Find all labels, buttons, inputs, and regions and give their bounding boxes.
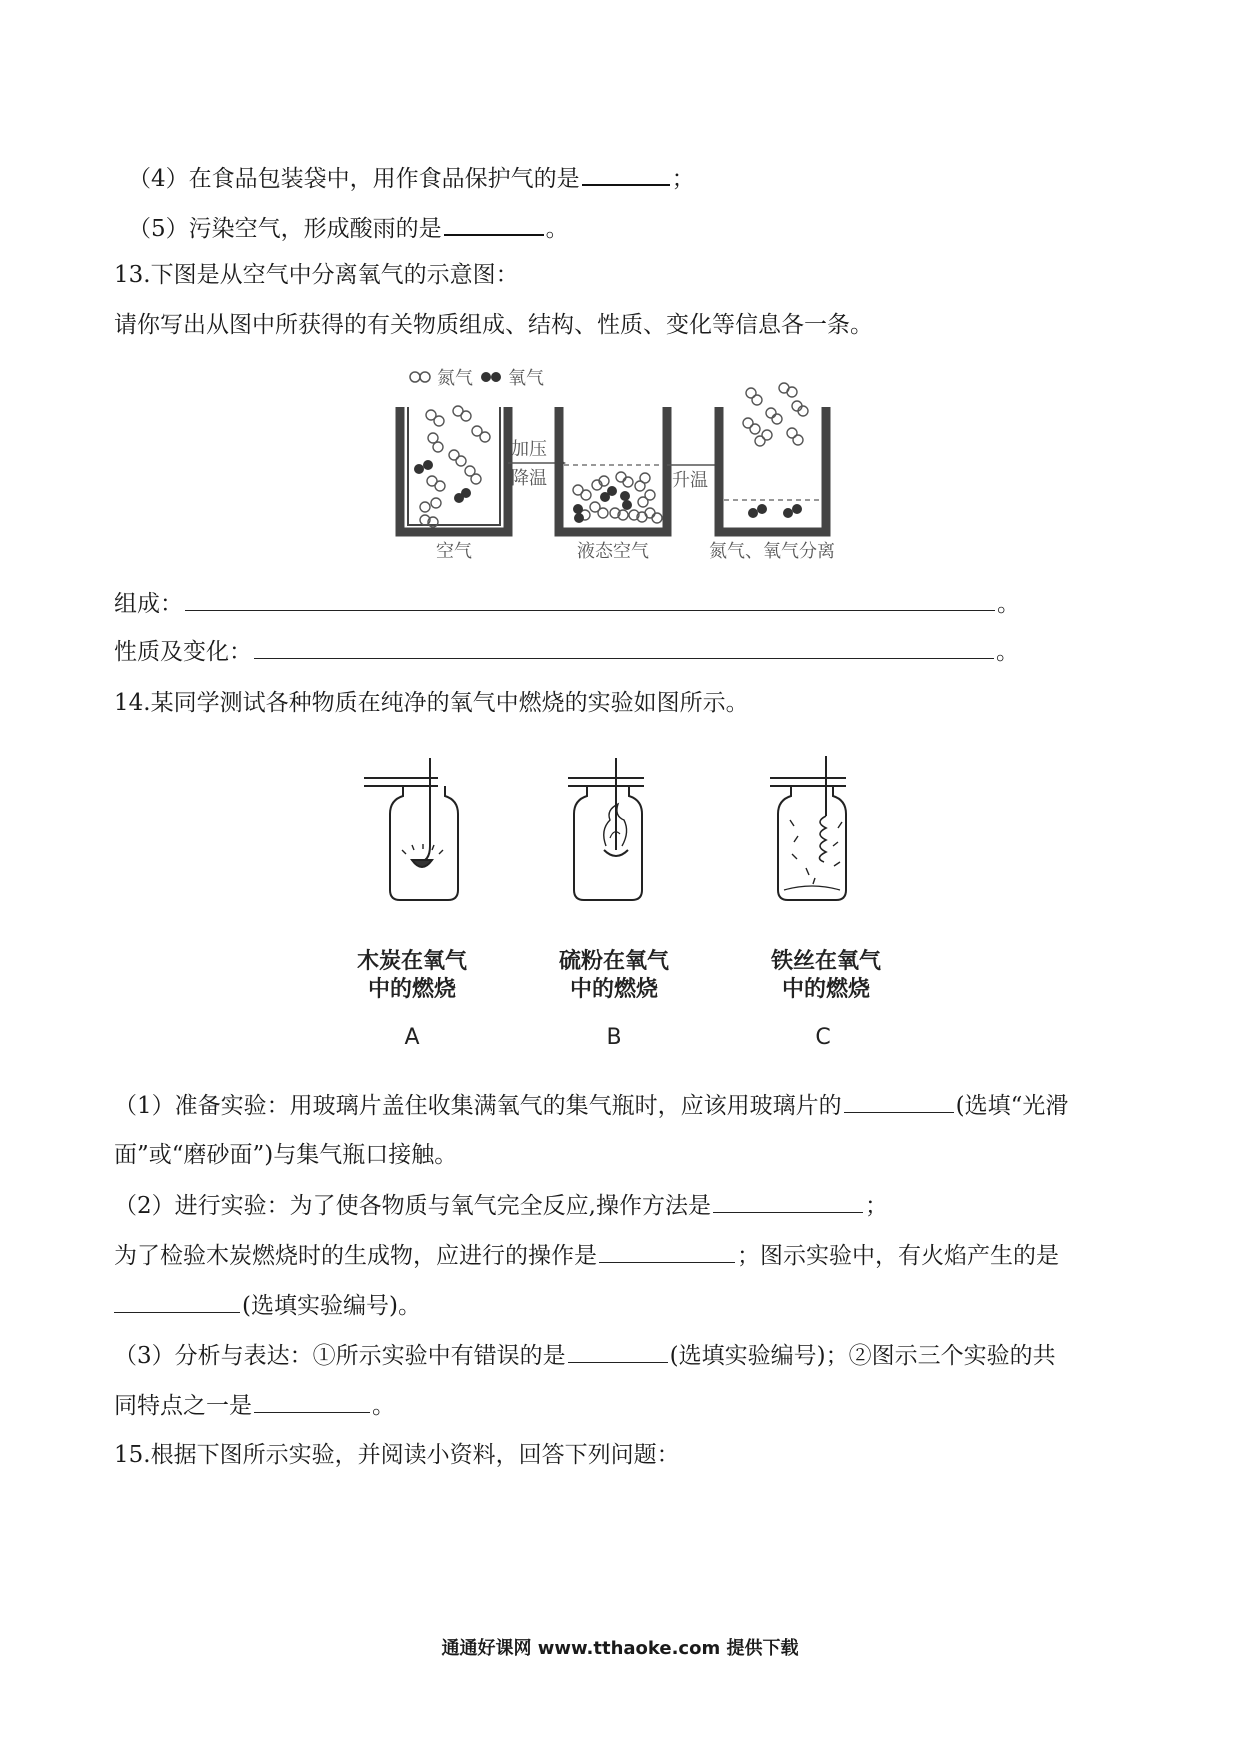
q14-part3-line2: 同特点之一是 。: [114, 1390, 395, 1421]
arrow1-label-line2: 降温: [511, 468, 547, 489]
caption-b-line1: 硫粉在氧气: [558, 949, 670, 974]
answer-blank[interactable]: [713, 1190, 863, 1213]
caption-a-line2: 中的燃烧: [367, 977, 457, 1002]
bottle-a-charcoal: [364, 758, 458, 900]
answer-blank[interactable]: [568, 1340, 668, 1363]
label-separated: 氮气、氧气分离: [709, 541, 835, 562]
q12-item4: （4）在食品包装袋中，用作食品保护气的是 ；: [128, 162, 695, 194]
label-air: 空气: [436, 541, 472, 562]
q15-title: 15.根据下图所示实验，并阅读小资料，回答下列问题：: [114, 1442, 680, 1468]
arrow1-label-line1: 加压: [511, 439, 547, 460]
air-separation-diagram: [0, 355, 1240, 575]
answer-blank[interactable]: [114, 1290, 240, 1313]
caption-b-line2: 中的燃烧: [569, 977, 659, 1002]
q12-item5: （5）污染空气，形成酸雨的是 。: [128, 212, 569, 244]
q13-title: 13.下图是从空气中分离氧气的示意图：: [114, 262, 519, 288]
q14-part1-line2: 面”或“磨砂面”)与集气瓶口接触。: [114, 1142, 458, 1168]
q14-part3-line1: （3）分析与表达：①所示实验中有错误的是 (选填实验编号)；②图示三个实验的共: [114, 1340, 1056, 1371]
legend-nitrogen: 氮气: [437, 368, 473, 389]
caption-a-letter: A: [404, 1025, 420, 1050]
q14-part2-line2: 为了检验木炭燃烧时的生成物，应进行的操作是 ；图示实验中，有火焰产生的是: [114, 1240, 1059, 1271]
oxygen-legend-icon: [481, 372, 501, 382]
answer-blank[interactable]: [254, 1390, 370, 1413]
page-footer: 通通好课网 www.tthaoke.com 提供下载: [441, 1638, 799, 1659]
nitrogen-legend-icon: [410, 372, 430, 382]
answer-blank[interactable]: [254, 636, 994, 659]
q14-part1-line1: （1）准备实验：用玻璃片盖住收集满氧气的集气瓶时，应该用玻璃片的 (选填“光滑: [114, 1090, 1068, 1121]
container-separated: [719, 407, 826, 532]
answer-blank[interactable]: [444, 212, 544, 236]
arrow2-label: 升温: [672, 470, 708, 491]
caption-a-line1: 木炭在氧气: [356, 949, 468, 974]
caption-c-letter: C: [815, 1025, 831, 1050]
combustion-experiments-diagram: [0, 750, 1240, 1070]
container-liquid-air: [559, 407, 667, 532]
q13-answer-composition: 组成： 。: [114, 588, 1020, 619]
answer-blank[interactable]: [185, 588, 995, 611]
label-liquid-air: 液态空气: [577, 541, 649, 562]
caption-c-line2: 中的燃烧: [781, 977, 871, 1002]
answer-blank[interactable]: [844, 1090, 954, 1113]
answer-blank[interactable]: [599, 1240, 735, 1263]
q13-answer-properties: 性质及变化： 。: [114, 636, 1019, 667]
caption-b-letter: B: [606, 1025, 622, 1050]
bottle-b-sulfur: [568, 758, 644, 900]
answer-blank[interactable]: [582, 162, 670, 186]
q14-part2-line1: （2）进行实验：为了使各物质与氧气完全反应,操作方法是 ；: [114, 1190, 888, 1221]
bottle-c-iron-wire: [770, 756, 846, 900]
q13-prompt: 请你写出从图中所获得的有关物质组成、结构、性质、变化等信息各一条。: [114, 312, 873, 338]
q14-part2-line3: (选填实验编号)。: [114, 1290, 421, 1321]
caption-c-line1: 铁丝在氧气: [770, 949, 882, 974]
legend-oxygen: 氧气: [508, 368, 544, 389]
q14-title: 14.某同学测试各种物质在纯净的氧气中燃烧的实验如图所示。: [114, 690, 749, 716]
